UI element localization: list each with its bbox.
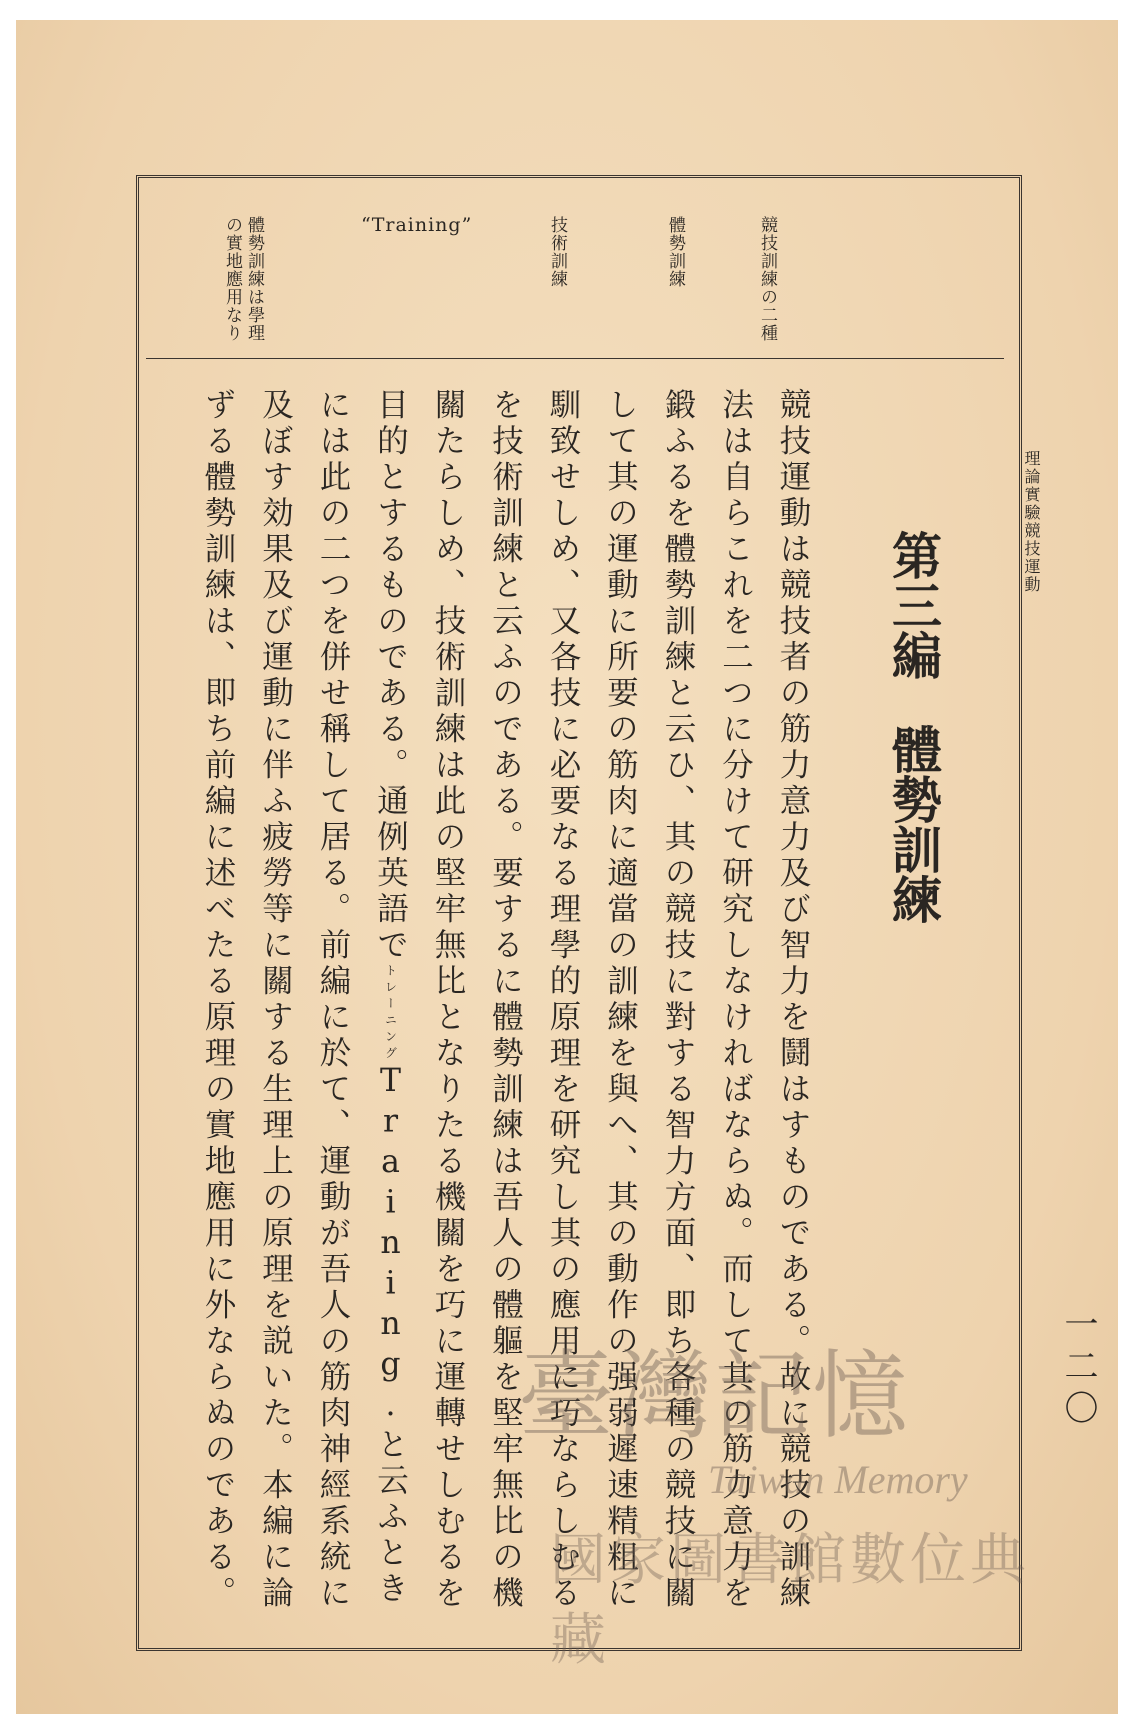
margin-note-technical-training: 技術訓練 [547,216,567,288]
running-head: 理論實驗競技運動 [1022,450,1041,594]
body-text-part-2: Training.と云ふときには此の二つを併せ稱して居る。前編に於て、運動が吾人の筋肉神經系統に及ぼす効果及び運動に伴ふ疲勞等に關する生理上の原理を説いた。本編に論ずる體勢訓練は、即ち前編に述べたる原理の實地應用に外ならぬのである。 [200,388,409,1612]
chapter-number: 第三編 [884,530,942,680]
page-number: 一二〇 [1058,1306,1098,1432]
ruby-reading: トレーニング [383,964,398,1063]
chapter-title: 體勢訓練 [884,724,942,924]
margin-note-divider [146,358,1004,359]
body-text-part-1: 競技運動は競技者の筋力意力及び智力を鬪はすものである。故に競技の訓練法は自らこれを二つに分けて研究しなければならぬ。而して其の筋力意力を鍛ふるを體勢訓練と云ひ、其の競技に對する智力方面、即ち各種の競技に關して其の運動に所要の筋肉に適當の訓練を與へ、其の動作の强弱遲速精粗に馴致せしめ、又各技に必要なる理學的原理を研究し其の應用に巧ならしむるを技術訓練と云ふのである。要するに體勢訓練は吾人の體軀を堅牢無比の機關たらしめ、技術訓練は此の堅牢無比となりたる機關を巧に運轉せしむるを目的とするものである。通例英語で [372,388,811,1612]
chapter-heading [878,530,948,924]
watermark-institution: 國家圖書館數位典藏 [550,1528,1030,1673]
margin-note-training-english: “Training” [361,214,473,236]
watermark-logo: 臺灣記憶 [518,1340,910,1452]
library-watermark [518,1320,1078,1673]
margin-note-physical-training: 體勢訓練 [665,216,685,288]
watermark-english: Taiwan Memory [708,1457,968,1502]
book-page [16,20,1118,1714]
margin-note-applied-theory: 體勢訓練は學理の實地應用なり [222,216,264,342]
margin-note-two-kinds: 競技訓練の二種 [757,216,777,342]
